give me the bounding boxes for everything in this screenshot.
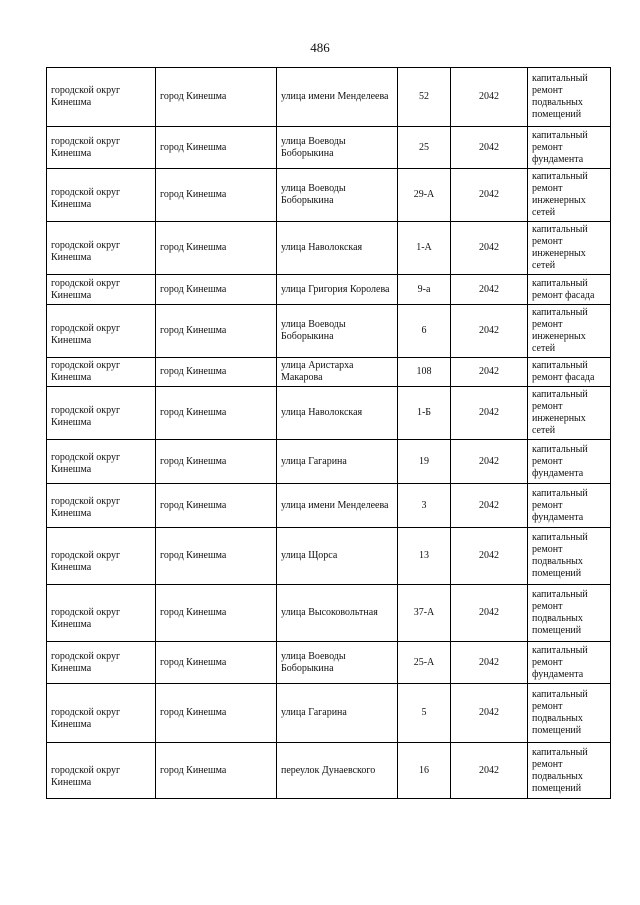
table-row — [47, 387, 611, 440]
table-row — [47, 585, 611, 642]
year-cell: 2042 — [451, 275, 528, 305]
table-row — [47, 528, 611, 585]
table-row — [47, 305, 611, 358]
year-cell: 2042 — [451, 358, 528, 387]
year-cell: 2042 — [451, 127, 528, 169]
town-cell: город Кинешма — [156, 68, 277, 127]
repair-schedule-table — [46, 67, 611, 799]
table-row — [47, 743, 611, 799]
town-cell: город Кинешма — [156, 169, 277, 222]
street-cell: улица Аристарха Макарова — [277, 358, 398, 387]
town-cell: город Кинешма — [156, 358, 277, 387]
year-cell: 2042 — [451, 642, 528, 684]
work-cell: капитальный ремонт инженерных сетей — [528, 169, 611, 222]
street-cell: улица имени Менделеева — [277, 484, 398, 528]
table-row — [47, 642, 611, 684]
work-cell: капитальный ремонт фундамента — [528, 440, 611, 484]
work-cell: капитальный ремонт фундамента — [528, 127, 611, 169]
house-cell: 29-А — [398, 169, 451, 222]
okrug-cell: городской округ Кинешма — [47, 387, 156, 440]
year-cell: 2042 — [451, 222, 528, 275]
house-cell: 25 — [398, 127, 451, 169]
work-cell: капитальный ремонт подвальных помещений — [528, 585, 611, 642]
house-cell: 25-А — [398, 642, 451, 684]
street-cell: улица Щорса — [277, 528, 398, 585]
table-row — [47, 127, 611, 169]
year-cell: 2042 — [451, 387, 528, 440]
street-cell: улица Воеводы Боборыкина — [277, 305, 398, 358]
table-row — [47, 222, 611, 275]
town-cell: город Кинешма — [156, 528, 277, 585]
table-row — [47, 275, 611, 305]
house-cell: 1-А — [398, 222, 451, 275]
okrug-cell: городской округ Кинешма — [47, 743, 156, 799]
year-cell: 2042 — [451, 440, 528, 484]
work-cell: капитальный ремонт инженерных сетей — [528, 387, 611, 440]
street-cell: улица Высоковольтная — [277, 585, 398, 642]
street-cell: улица Григория Королева — [277, 275, 398, 305]
town-cell: город Кинешма — [156, 440, 277, 484]
year-cell: 2042 — [451, 743, 528, 799]
okrug-cell: городской округ Кинешма — [47, 642, 156, 684]
okrug-cell: городской округ Кинешма — [47, 684, 156, 743]
table-row — [47, 484, 611, 528]
house-cell: 16 — [398, 743, 451, 799]
work-cell: капитальный ремонт фасада — [528, 358, 611, 387]
street-cell: переулок Дунаевского — [277, 743, 398, 799]
table-row — [47, 440, 611, 484]
town-cell: город Кинешма — [156, 743, 277, 799]
okrug-cell: городской округ Кинешма — [47, 68, 156, 127]
okrug-cell: городской округ Кинешма — [47, 358, 156, 387]
town-cell: город Кинешма — [156, 305, 277, 358]
town-cell: город Кинешма — [156, 642, 277, 684]
work-cell: капитальный ремонт подвальных помещений — [528, 528, 611, 585]
work-cell: капитальный ремонт инженерных сетей — [528, 305, 611, 358]
house-cell: 13 — [398, 528, 451, 585]
house-cell: 6 — [398, 305, 451, 358]
work-cell: капитальный ремонт фундамента — [528, 642, 611, 684]
house-cell: 37-А — [398, 585, 451, 642]
town-cell: город Кинешма — [156, 127, 277, 169]
table-row — [47, 358, 611, 387]
street-cell: улица имени Менделеева — [277, 68, 398, 127]
street-cell: улица Воеводы Боборыкина — [277, 169, 398, 222]
year-cell: 2042 — [451, 585, 528, 642]
year-cell: 2042 — [451, 484, 528, 528]
town-cell: город Кинешма — [156, 275, 277, 305]
okrug-cell: городской округ Кинешма — [47, 440, 156, 484]
year-cell: 2042 — [451, 305, 528, 358]
house-cell: 52 — [398, 68, 451, 127]
work-cell: капитальный ремонт подвальных помещений — [528, 743, 611, 799]
street-cell: улица Воеводы Боборыкина — [277, 642, 398, 684]
house-cell: 1-Б — [398, 387, 451, 440]
house-cell: 9-а — [398, 275, 451, 305]
work-cell: капитальный ремонт инженерных сетей — [528, 222, 611, 275]
street-cell: улица Наволокская — [277, 387, 398, 440]
work-cell: капитальный ремонт подвальных помещений — [528, 68, 611, 127]
table-row — [47, 684, 611, 743]
okrug-cell: городской округ Кинешма — [47, 127, 156, 169]
street-cell: улица Гагарина — [277, 440, 398, 484]
street-cell: улица Воеводы Боборыкина — [277, 127, 398, 169]
work-cell: капитальный ремонт подвальных помещений — [528, 684, 611, 743]
street-cell: улица Гагарина — [277, 684, 398, 743]
okrug-cell: городской округ Кинешма — [47, 305, 156, 358]
table-row — [47, 68, 611, 127]
year-cell: 2042 — [451, 528, 528, 585]
work-cell: капитальный ремонт фундамента — [528, 484, 611, 528]
town-cell: город Кинешма — [156, 684, 277, 743]
town-cell: город Кинешма — [156, 484, 277, 528]
year-cell: 2042 — [451, 68, 528, 127]
okrug-cell: городской округ Кинешма — [47, 585, 156, 642]
town-cell: город Кинешма — [156, 387, 277, 440]
house-cell: 19 — [398, 440, 451, 484]
okrug-cell: городской округ Кинешма — [47, 275, 156, 305]
street-cell: улица Наволокская — [277, 222, 398, 275]
house-cell: 3 — [398, 484, 451, 528]
page-number: 486 — [310, 40, 330, 55]
okrug-cell: городской округ Кинешма — [47, 484, 156, 528]
table-body — [47, 68, 611, 799]
year-cell: 2042 — [451, 684, 528, 743]
year-cell: 2042 — [451, 169, 528, 222]
work-cell: капитальный ремонт фасада — [528, 275, 611, 305]
okrug-cell: городской округ Кинешма — [47, 528, 156, 585]
town-cell: город Кинешма — [156, 222, 277, 275]
house-cell: 5 — [398, 684, 451, 743]
town-cell: город Кинешма — [156, 585, 277, 642]
okrug-cell: городской округ Кинешма — [47, 169, 156, 222]
okrug-cell: городской округ Кинешма — [47, 222, 156, 275]
table-row — [47, 169, 611, 222]
house-cell: 108 — [398, 358, 451, 387]
